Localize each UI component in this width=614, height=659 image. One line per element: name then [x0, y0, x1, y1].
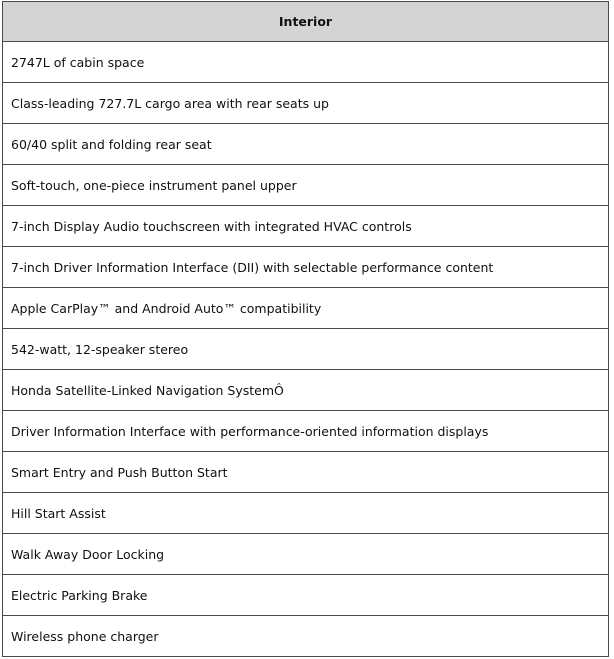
- table-row: [3, 247, 609, 288]
- interior-features-table: [2, 1, 609, 657]
- feature-cell: 542-watt, 12-speaker stereo: [3, 329, 609, 370]
- table-row: [3, 493, 609, 534]
- table-row: [3, 206, 609, 247]
- feature-cell: Apple CarPlay™ and Android Auto™ compatibility: [3, 288, 609, 329]
- feature-cell: 2747L of cabin space: [3, 42, 609, 83]
- table-row: [3, 370, 609, 411]
- table-header-interior: Interior: [3, 2, 609, 42]
- feature-cell: 7-inch Driver Information Interface (DII) with selectable performance content: [3, 247, 609, 288]
- table-row: [3, 165, 609, 206]
- feature-cell: 7-inch Display Audio touchscreen with integrated HVAC controls: [3, 206, 609, 247]
- table-row: [3, 534, 609, 575]
- feature-cell: Wireless phone charger: [3, 616, 609, 657]
- feature-cell: Class-leading 727.7L cargo area with rear seats up: [3, 83, 609, 124]
- table-row: [3, 124, 609, 165]
- feature-cell: Smart Entry and Push Button Start: [3, 452, 609, 493]
- feature-cell: Driver Information Interface with performance-oriented information displays: [3, 411, 609, 452]
- table-row: [3, 411, 609, 452]
- table-row: [3, 42, 609, 83]
- feature-cell: Hill Start Assist: [3, 493, 609, 534]
- feature-cell: Honda Satellite-Linked Navigation SystemÔ: [3, 370, 609, 411]
- feature-cell: Electric Parking Brake: [3, 575, 609, 616]
- table-row: [3, 83, 609, 124]
- feature-cell: Walk Away Door Locking: [3, 534, 609, 575]
- feature-cell: 60/40 split and folding rear seat: [3, 124, 609, 165]
- table-row: [3, 575, 609, 616]
- feature-cell: Soft-touch, one-piece instrument panel upper: [3, 165, 609, 206]
- table-row: [3, 329, 609, 370]
- table-header-row: [3, 2, 609, 42]
- table-row: [3, 288, 609, 329]
- table-row: [3, 452, 609, 493]
- table-row: [3, 616, 609, 657]
